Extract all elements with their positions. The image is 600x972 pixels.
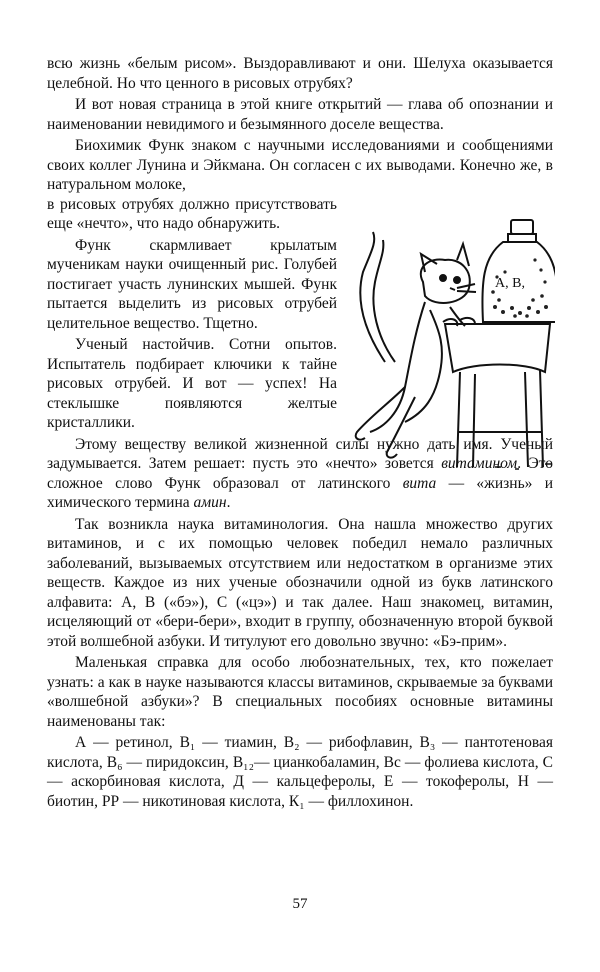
paragraph-6-part-c: — «жизнь» и химического термина <box>47 474 554 511</box>
jar-label: A, B, <box>495 276 525 291</box>
page-number: 57 <box>292 896 308 912</box>
paragraph-7: Так возникла наука витаминология. Она нашла множество других витаминов, и с их помощью человек победил немало различных заболеваний, вызываемых отсутствием или недостатком в организме этих веществ. Каждое из них ученые обозначили одной из букв латинского алфавита: А, В («бэ»), С («цэ») и так далее. Наш знакомец, витамин, исцеляющий от «бери-бери», входит в группу, обозначенную второй буквой этой волшебной азбуки. И титулуют его довольно звучно: «Бэ-прим». <box>47 515 553 650</box>
term-vita: вита <box>402 474 437 492</box>
paragraph-8: Маленькая справка для особо любознательных, тех, кто пожелает узнать: а как в науке называются классы витаминов, скрываемые за буквами «волшебной азбуки»? В специальных пособиях основные витамины наименованы так: <box>47 654 553 730</box>
cat-with-vitamin-jar-illustration <box>345 212 555 472</box>
paragraph-6-part-d: . <box>226 494 231 511</box>
paragraph-9: А — ретинол, В₁ — тиамин, В₂ — рибофлавин, В₃ — пантотеновая кислота, В₆ — пиридоксин, В₁₂— цианкобаламин, Вс — фолиева кислота, С — аскорбиновая кислота, Д — кальцеферолы, Е — токоферолы, Н — биотин, РР — никотиновая кислота, К₁ — филлохинон. <box>47 734 553 810</box>
paragraph-5: Ученый настойчив. Сотни опытов. Испытатель подбирает ключики к тайне рисовых отрубей. И вот — успех! На стеклышке появляются желтые кристаллики. <box>47 336 337 431</box>
term-vitamin: витамином <box>441 455 518 472</box>
term-amin: амин <box>193 494 227 511</box>
paragraph-1: всю жизнь «белым рисом». Выздоравливают и они. Шелуха оказывается целебной. Но что ценного в рисовых отрубях? <box>47 55 553 92</box>
paragraph-6-part-a: Этому веществу великой жизненной силы нужно дать имя. Ученый задумывается. Затем решает: пусть это «нечто» зовется <box>47 435 553 472</box>
paragraph-3-continued: в рисовых отрубях должно присутствовать еще «нечто», что надо обнаружить. <box>47 195 337 232</box>
paragraph-2: И вот новая страница в этой книге открытий — глава об опознании и наименовании невидимого и безымянного доселе вещества. <box>47 96 553 133</box>
paragraph-6-part-b: . Это сложное слово Функ образовал от латинского <box>47 455 553 492</box>
paragraph-4: Функ скармливает крылатым мученикам науки очищенный рис. Голубей постигает участь лунинских мышей. Функ пытается выделить из рисовых отрубей целительное вещество. Тщетно. <box>47 236 337 332</box>
paragraph-3: Биохимик Функ знаком с научными исследованиями и сообщениями своих коллег Лунина и Эйкмана. Он согласен с их выводами. Конечно же, в натуральном молоке, <box>47 137 553 193</box>
